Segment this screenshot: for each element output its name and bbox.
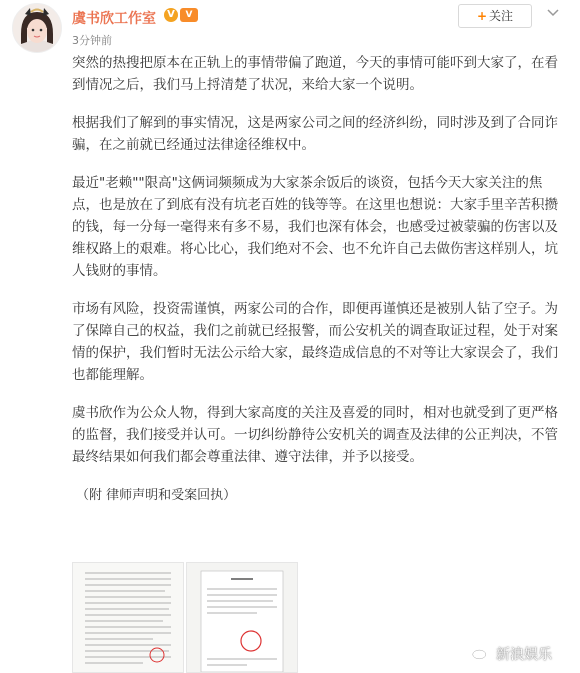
post-body [72, 52, 568, 503]
attachment-image[interactable] [72, 562, 184, 673]
case-receipt-image [187, 563, 297, 672]
attachment-image[interactable] [186, 562, 298, 673]
verified-icon: V [164, 8, 178, 22]
watermark-text: 新浪娱乐 [496, 647, 552, 663]
post-paragraph: 最近"老赖""限高"这俩词频频成为大家茶余饭后的谈资，包括今天大家关注的焦点，也是放在了到底有没有坑老百姓的钱等等。在这里也想说：大家手里辛苦积攒的钱，每一分每一毫得来有多不易，我们也深有体会，也感受过被蒙骗的伤害以及维权路上的艰难。将心比心，我们绝对不会、也不允许自己去做伤害这样别人，坑人钱财的事情。 [72, 175, 558, 279]
post-paragraph: 市场有风险，投资需谨慎，两家公司的合作，即便再谨慎还是被别人钻了空子。为了保障自己的权益，我们之前就已经报警，而公安机关的调查取证过程，处于对案情的保护，我们暂时无法公示给大家，最终造成信息的不对等让大家误会了，我们也都能理解。 [72, 301, 558, 383]
follow-button[interactable] [458, 4, 532, 28]
more-options-icon[interactable] [540, 2, 566, 24]
post-paragraph: 根据我们了解到的事实情况，这是两家公司之间的经济纠纷，同时涉及到了合同诈骗，在之前就已经通过法律途径维权中。 [72, 115, 558, 153]
author-name[interactable]: 虞书欣工作室 [72, 11, 156, 27]
post-paragraph: 虞书欣作为公众人物，得到大家高度的关注及喜爱的同时，相对也就受到了更严格的监督，我们接受并认可。一切纠纷静待公安机关的调查及法律的公正判决，不管最终结果如何我们都会尊重法律、遵守法律，并予以接受。 [72, 405, 558, 465]
post-paragraph: 突然的热搜把原本在正轨上的事情带偏了跑道，今天的事情可能吓到大家了，在看到情况之后，我们马上捋清楚了状况，来给大家一个说明。 [72, 55, 558, 93]
post-timestamp[interactable]: 3分钟前 [72, 34, 112, 47]
avatar[interactable] [12, 3, 62, 53]
avatar-image [13, 4, 61, 52]
attachment-caption: （附 律师声明和受案回执） [76, 488, 237, 503]
vip-badge: V [180, 8, 198, 22]
plus-icon: + [476, 9, 488, 23]
follow-label: 关注 [489, 9, 514, 23]
lawyer-statement-image [73, 563, 183, 672]
weibo-logo-icon [472, 645, 488, 661]
post-header [0, 0, 580, 52]
